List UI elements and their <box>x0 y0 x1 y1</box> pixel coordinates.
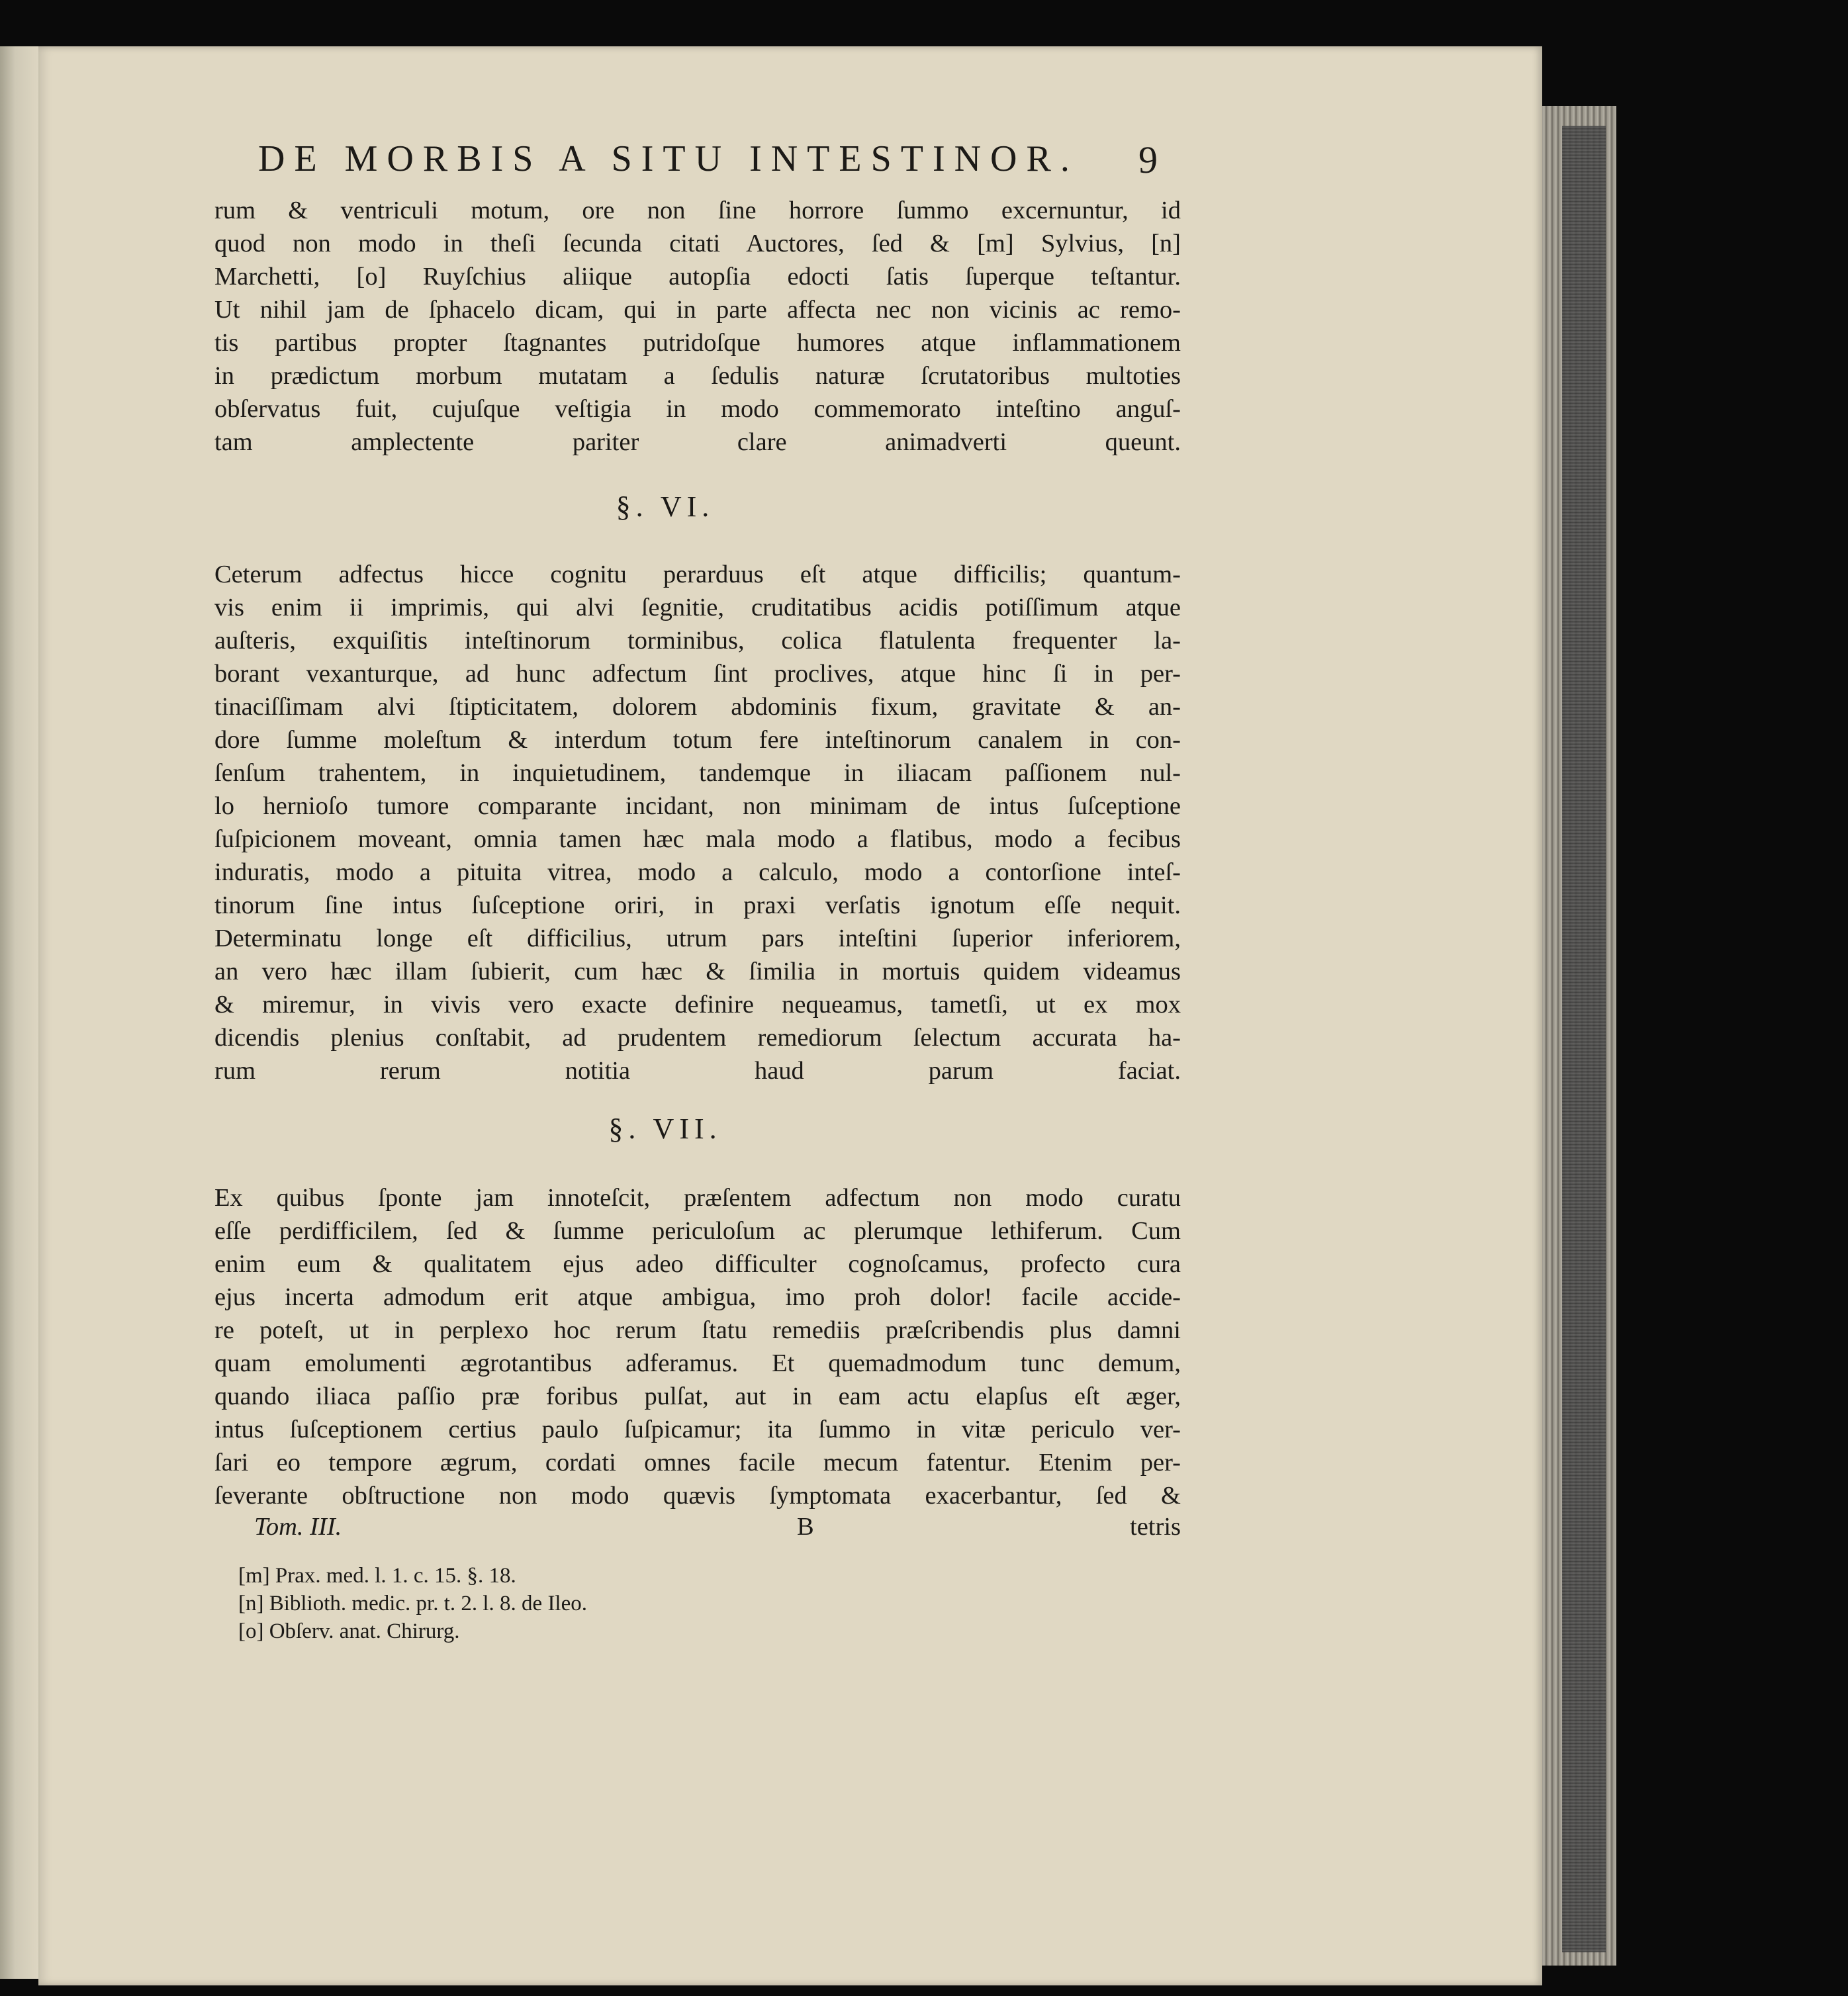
page-number: 9 <box>1138 138 1158 181</box>
section-heading-vi: §. VI. <box>616 490 715 523</box>
paragraph-continuation: rum & ventriculi motum, ore non ſine horrore ſummo excernuntur, id quod non modo in theſi ſecunda citati Auctores, ſed & [m] Sylvius, [n] Marchetti, [o] Ruyſchius aliique autopſia edocti ſatis ſuperque teſtantur. Ut nihil jam de ſphacelo dicam, qui in parte affecta nec non vicinis ac remo- tis partibus propter ſtagnantes putridoſque humores atque inflammationem in prædictum morbum mutatam a ſedulis naturæ ſcrutatoribus multoties obſervatus fuit, cujuſque veſtigia in modo commemorato inteſtino anguſ- tam amplectente pariter clare animadverti queunt. <box>214 197 1181 456</box>
section-heading-vii: §. VII. <box>608 1112 722 1145</box>
catchword: tetris <box>1130 1513 1181 1541</box>
footnote-m: [m] Prax. med. l. 1. c. 15. §. 18. <box>238 1564 516 1588</box>
signature-line <box>254 1512 1181 1545</box>
footnote-o: [o] Obſerv. anat. Chirurg. <box>238 1619 460 1643</box>
section-vi-text: Ceterum adfectus hicce cognitu perarduus eſt atque difficilis; quantum- vis enim ii imprimis, qui alvi ſegnitie, cruditatibus acidis potiſſimum atque auſteris, exquiſitis inteſtinorum torminibus, colica flatulenta frequenter la- borant vexanturque, ad hunc adfectum ſint proclives, atque hinc ſi in per- tinaciſſimam alvi ſtipticitatem, dolorem abdominis fixum, gravitate & an- dore ſumme moleſtum & interdum totum fere inteſtinorum canalem in con- ſenſum trahentem, in inquietudinem, tandemque in iliacam paſſionem nul- lo hernioſo tumore comparante incidant, non minimam de intus ſuſceptione ſuſpicionem moveant, omnia tamen hæc mala modo a flatibus, modo a fecibus induratis, modo a pituita vitrea, modo a calculo, modo a contorſione inteſ- tinorum ſine intus ſuſceptione oriri, in praxi verſatis ignotum eſſe nequit. Determinatu longe eſt difficilius, utrum pars inteſtini ſuperior inferiorem, an vero hæc illam ſubierit, cum hæc & ſimilia in mortuis quidem videamus & miremur, in vivis vero exacte definire nequeamus, tametſi, ut ex mox dicendis plenius conſtabit, ad prudentem remediorum ſelectum accurata ha- rum rerum notitia haud parum faciat. <box>214 561 1181 1085</box>
signature-mark: B <box>797 1513 814 1541</box>
running-header: DE MORBIS A SITU INTESTINOR. <box>258 138 1079 179</box>
volume-mark: Tom. III. <box>254 1513 342 1541</box>
book-spine <box>1562 126 1606 1952</box>
facing-page-edge <box>0 46 38 1979</box>
footnotes <box>238 1562 900 1645</box>
section-vii-text: Ex quibus ſponte jam innoteſcit, præſentem adfectum non modo curatu eſſe perdifficilem, ſed & ſumme periculoſum ac plerumque lethiferum. Cum enim eum & qualitatem ejus adeo difficulter cognoſcamus, profecto cura ejus incerta admodum erit atque ambigua, imo proh dolor! facile accide- re poteſt, ut in perplexo hoc rerum ſtatu remediis præſcribendis plus damni quam emolumenti ægrotantibus adferamus. Et quemadmodum tunc demum, quando iliaca paſſio præ foribus pulſat, aut in eam actu elapſus eſt æger, intus ſuſceptionem certius paulo ſuſpicamur; ita ſummo in vitæ periculo ver- ſari eo tempore ægrum, cordati omnes facile mecum fatentur. Etenim per- ſeverante obſtructione non modo quævis ſymptomata exacerbantur, ſed & <box>214 1184 1181 1510</box>
footnote-n: [n] Biblioth. medic. pr. t. 2. l. 8. de Ileo. <box>238 1592 588 1615</box>
